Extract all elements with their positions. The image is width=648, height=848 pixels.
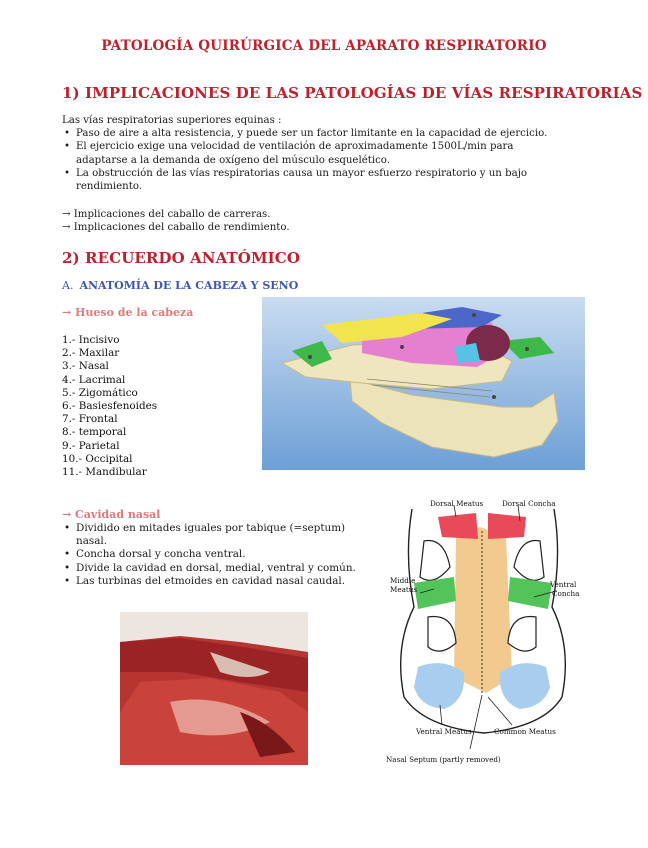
section-2-heading: 2) RECUERDO ANATÓMICO: [62, 249, 300, 267]
label-ventral: Ventral: [550, 580, 577, 589]
subsection-title: ANATOMÍA DE LA CABEZA Y SENO: [79, 279, 299, 292]
section-1-body: [62, 114, 582, 193]
bones-list: [62, 334, 157, 479]
bone-item: 4.- Lacrimal: [62, 373, 126, 386]
label-dorsal-concha: Dorsal Concha: [502, 499, 556, 508]
section-1-bullets: [62, 127, 582, 193]
bullet-item: • La obstrucción de las vías respiratorias causa un mayor esfuerzo respiratorio y un bajo rendimiento.: [62, 167, 582, 193]
nasal-cavity-list: [62, 522, 372, 588]
bone-item: 7.- Frontal: [62, 413, 118, 426]
nasal-cavity-photo: [120, 612, 308, 765]
bone-item: 5.- Zigomático: [62, 386, 138, 399]
bone-item: 6.- Basiesfenoides: [62, 400, 158, 413]
document-title: PATOLOGÍA QUIRÚRGICA DEL APARATO RESPIRATORIO: [101, 38, 547, 54]
bone-item: 11.- Mandibular: [62, 466, 147, 479]
label-concha: Concha: [552, 589, 580, 598]
horse-skull-image: [262, 297, 585, 470]
bone-item: 1.- Incisivo: [62, 334, 120, 346]
nasal-meatus-diagram: [384, 497, 580, 769]
bone-item: 8.- temporal: [62, 426, 127, 439]
bullet-item: • Concha dorsal y concha ventral.: [62, 548, 372, 561]
label-meatus: Meatus: [390, 585, 418, 594]
label-common-meatus: Common Meatus: [494, 727, 556, 736]
bullet-item: • Paso de aire a alta resistencia, y puede ser un factor limitante en la capacidad de ejercicio.: [62, 127, 582, 140]
bones-heading: → Hueso de la cabeza: [62, 306, 194, 319]
bullet-item: • Las turbinas del etmoides en cavidad nasal caudal.: [62, 575, 372, 588]
section-1-heading: 1) IMPLICACIONES DE LAS PATOLOGÍAS DE VÍAS RESPIRATORIAS: [62, 84, 643, 102]
subsection-a-heading: [62, 279, 298, 292]
label-dorsal-meatus: Dorsal Meatus: [430, 499, 484, 508]
label-ventral-meatus: Ventral Meatus: [416, 727, 472, 736]
bone-item: 9.- Parietal: [62, 439, 120, 452]
label-nasal-septum: Nasal Septum (partly removed): [386, 755, 501, 764]
implications: [62, 208, 290, 234]
bullet-item: • El ejercicio exige una velocidad de ventilación de aproximadamente 1500L/min para adaptarse a la demanda de oxígeno del músculo esquelético.: [62, 140, 582, 166]
implication-item: → Implicaciones del caballo de carreras.: [62, 209, 271, 220]
bone-item: 10.- Occipital: [62, 452, 133, 465]
bone-item: 3.- Nasal: [62, 360, 109, 373]
implication-item: → Implicaciones del caballo de rendimiento.: [62, 222, 290, 234]
subsection-letter: A.: [62, 279, 74, 292]
bullet-item: • Divide la cavidad en dorsal, medial, ventral y común.: [62, 562, 372, 575]
nasal-cavity-heading: → Cavidad nasal: [62, 508, 161, 521]
label-middle: Middle: [390, 576, 416, 585]
bullet-item: • Dividido en mitades iguales por tabique (=septum) nasal.: [62, 522, 372, 548]
bone-item: 2.- Maxilar: [62, 347, 120, 360]
intro-text: Las vías respiratorias superiores equinas :: [62, 115, 282, 126]
